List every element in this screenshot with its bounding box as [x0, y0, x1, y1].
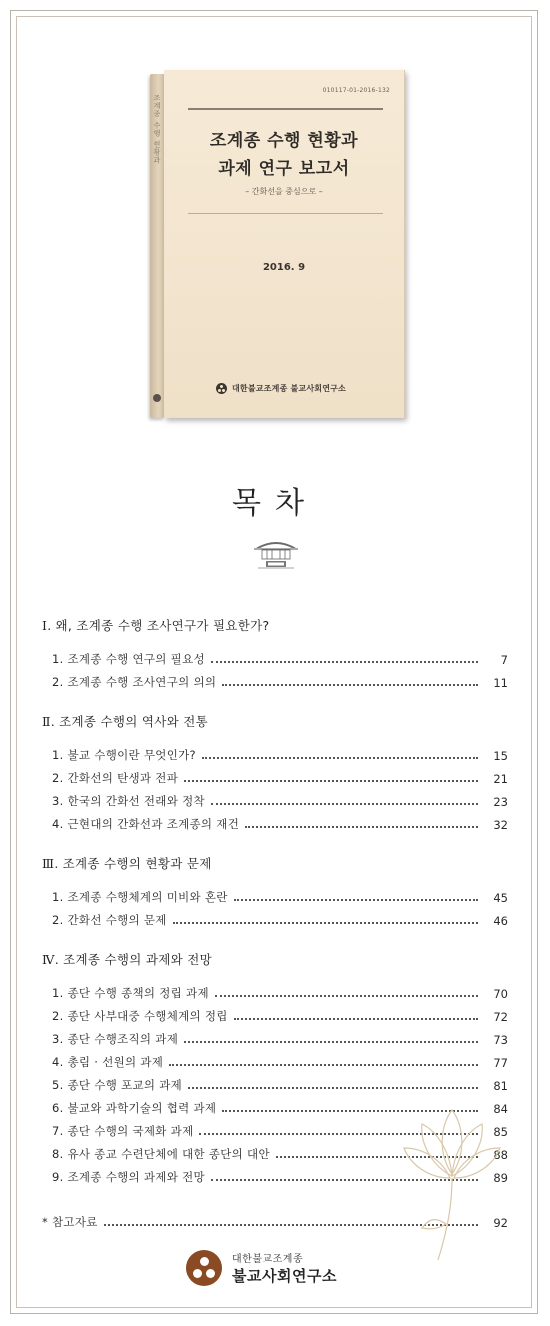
footer-logo [186, 1248, 337, 1288]
institute-logo-icon [186, 1250, 222, 1286]
cover-rule-bottom [188, 213, 383, 214]
toc-entry: 1. 조계종 수행 연구의 필요성 7 [52, 652, 508, 667]
temple-ornament-icon [252, 534, 300, 570]
cover-publisher-text: 대한불교조계종 불교사회연구소 [232, 383, 346, 393]
toc-entry: 4. 총림 · 선원의 과제 77 [52, 1055, 508, 1070]
book-spine [150, 74, 164, 418]
toc-entry: 2. 간화선의 탄생과 전파 21 [52, 771, 508, 786]
section-title: Ⅱ. 조계종 수행의 역사와 전통 [42, 714, 209, 729]
toc-entry: 2. 조계종 수행 조사연구의 의의 11 [52, 675, 508, 690]
book-front [164, 70, 405, 418]
book-cover-image [150, 70, 406, 420]
toc-entry: 1. 불교 수행이란 무엇인가? 15 [52, 748, 508, 763]
toc-entry: 5. 종단 수행 포교의 과제 81 [52, 1078, 508, 1093]
toc-entry: 1. 종단 수행 종책의 정립 과제 70 [52, 986, 508, 1001]
spine-logo-icon [153, 394, 161, 402]
toc-entry: 4. 근현대의 간화선과 조계종의 재건 32 [52, 817, 508, 832]
toc-entry: 2. 간화선 수행의 문제 46 [52, 913, 508, 928]
footer-line1: 대한불교조계종 [232, 1254, 304, 1265]
toc-references: * 참고자료 92 [42, 1215, 508, 1230]
section-title: Ⅳ. 조계종 수행의 과제와 전망 [42, 952, 213, 967]
lotus-decoration-icon [398, 1104, 506, 1264]
toc-heading: 목차 [232, 486, 318, 521]
toc-entry: 8. 유사 종교 수련단체에 대한 종단의 대안 88 [52, 1147, 508, 1162]
toc-entry: 6. 불교와 과학기술의 협력 과제 84 [52, 1101, 508, 1116]
toc-entry: 7. 종단 수행의 국제화 과제 85 [52, 1124, 508, 1139]
cover-code: 010117-01-2016-132 [322, 87, 390, 94]
section-title: Ⅲ. 조계종 수행의 현황과 문제 [42, 856, 212, 871]
cover-title-line2: 과제 연구 보고서 [218, 159, 350, 179]
spine-title: 조계종 수행 현황과 [153, 94, 161, 165]
toc-entry: 1. 조계종 수행체계의 미비와 혼란 45 [52, 890, 508, 905]
toc-entry: 3. 한국의 간화선 전래와 정착 23 [52, 794, 508, 809]
publisher-logo-icon [216, 383, 227, 394]
footer-line2: 불교사회연구소 [232, 1267, 337, 1285]
footer-text [232, 1250, 337, 1286]
toc-section-2 [42, 712, 508, 832]
toc-entry: 9. 조계종 수행의 과제와 전망 89 [52, 1170, 508, 1185]
cover-title-line1: 조계종 수행 현황과 [209, 131, 359, 151]
cover-rule-top [188, 108, 383, 110]
toc-entry: 2. 종단 사부대중 수행체계의 정립 72 [52, 1009, 508, 1024]
cover-subtitle: – 간화선을 중심으로 – [245, 187, 323, 196]
toc-section-3 [42, 854, 508, 928]
section-title: Ⅰ. 왜, 조계종 수행 조사연구가 필요한가? [42, 618, 270, 633]
toc-section-1 [42, 616, 508, 690]
cover-publisher [216, 380, 346, 396]
cover-date: 2016. 9 [262, 262, 306, 273]
toc-entry: 3. 종단 수행조직의 과제 73 [52, 1032, 508, 1047]
